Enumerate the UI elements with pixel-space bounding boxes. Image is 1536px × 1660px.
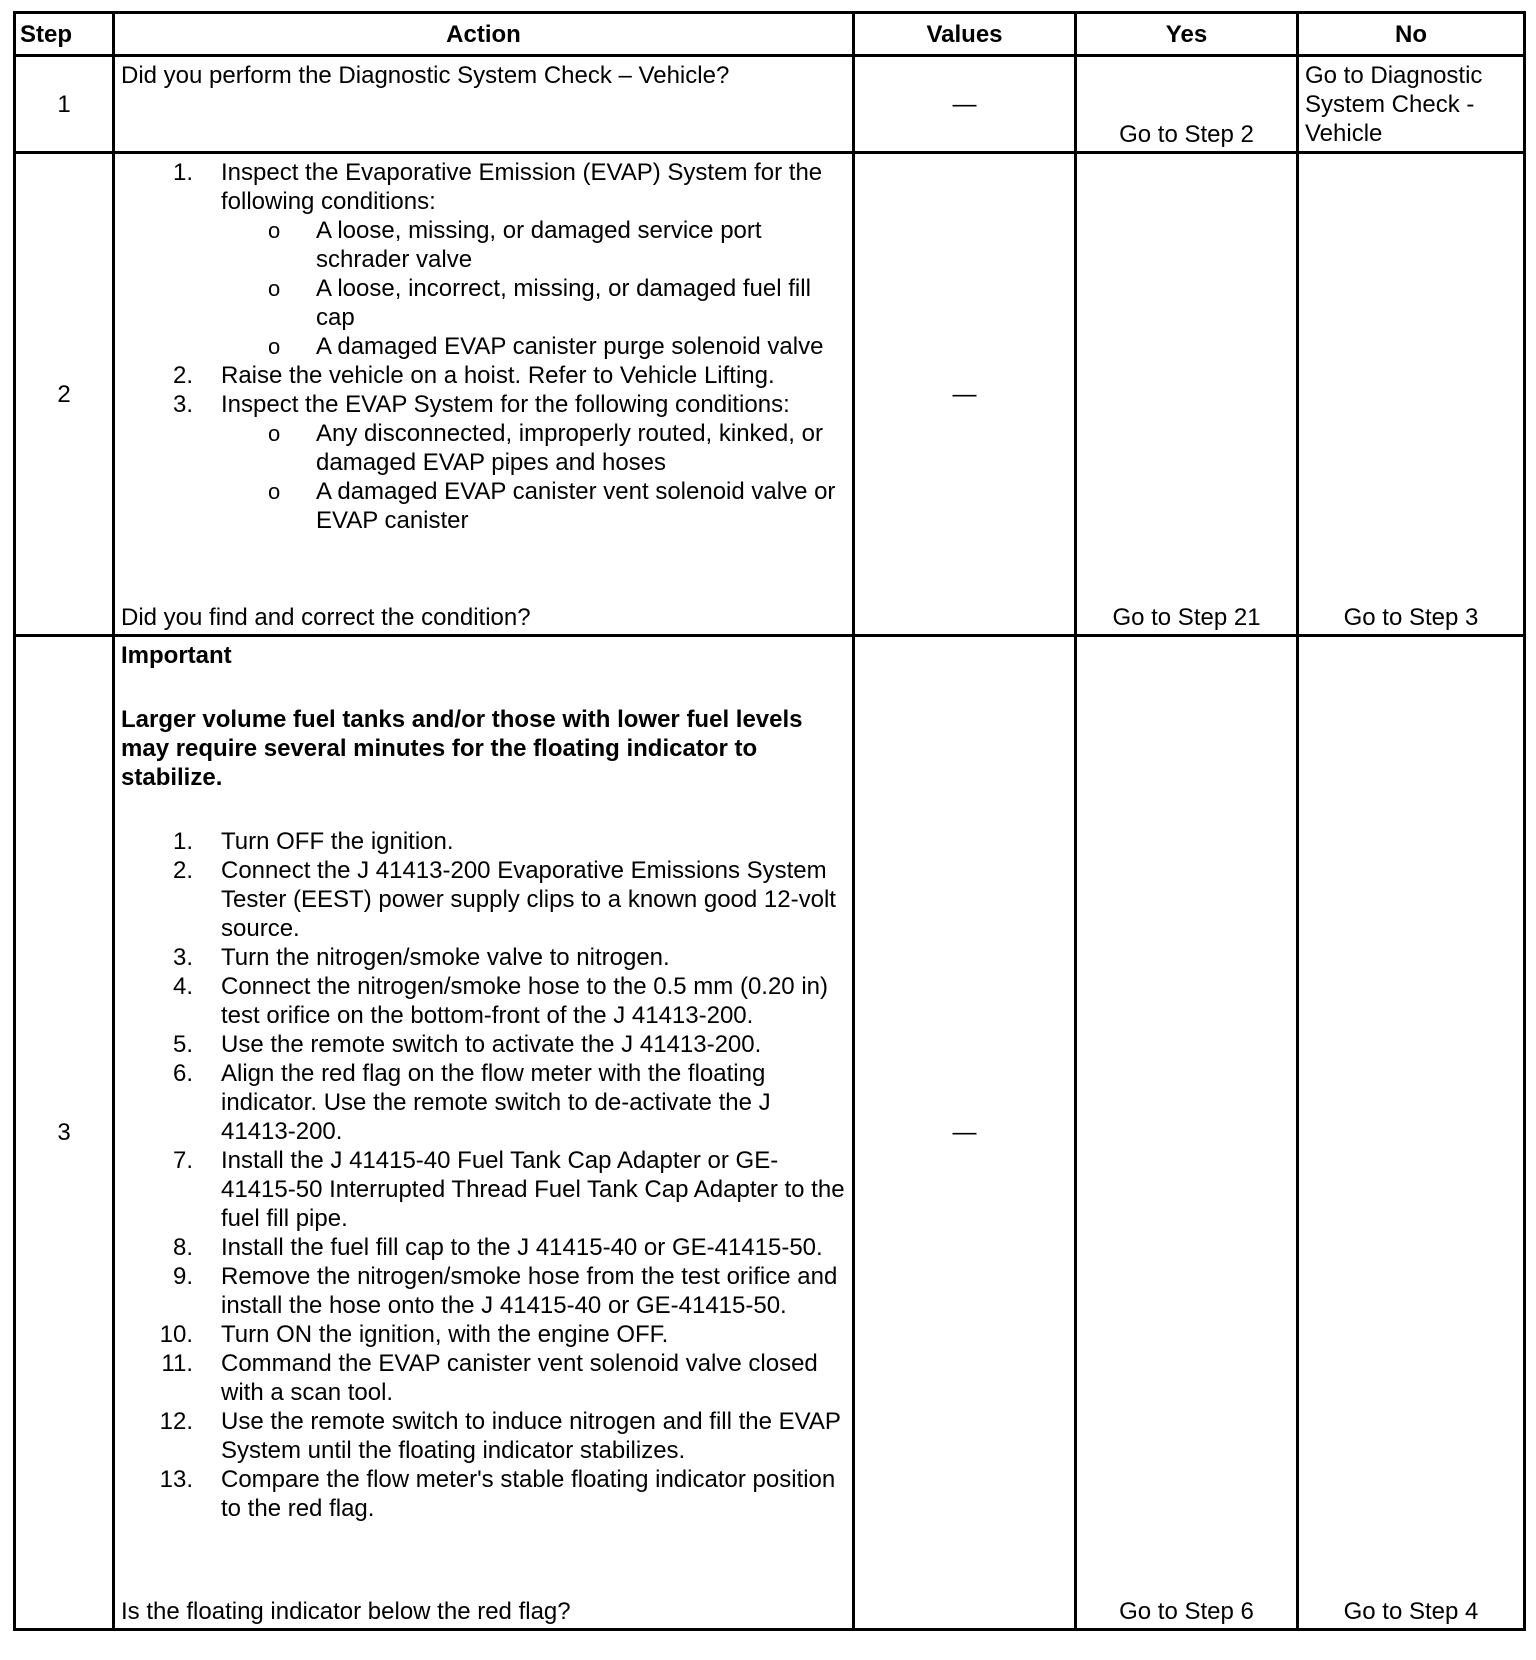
step-number: 3 xyxy=(15,636,114,1630)
substep-text: A loose, incorrect, missing, or damaged fuel fill cap xyxy=(316,275,811,331)
action-substep xyxy=(121,332,846,361)
header-step: Step xyxy=(15,13,114,56)
substep-text: A loose, missing, or damaged service port schrader valve xyxy=(316,217,762,273)
step-text: Connect the J 41413-200 Evaporative Emissions System Tester (EEST) power supply clips to a known good 12-volt source. xyxy=(221,857,836,942)
header-yes: Yes xyxy=(1076,13,1298,56)
step-number: 1 xyxy=(15,56,114,153)
values-cell: — xyxy=(854,636,1076,1630)
step-index: 11. xyxy=(161,1350,193,1377)
step-index: 6. xyxy=(172,1060,193,1087)
step-index: 2. xyxy=(172,362,193,389)
bullet-icon: o xyxy=(268,479,281,504)
step-index: 9. xyxy=(172,1263,193,1290)
action-substep xyxy=(121,274,846,332)
step-text: Remove the nitrogen/smoke hose from the test orifice and install the hose onto the J 41415-40 or GE-41415-50. xyxy=(221,1263,838,1319)
yes-link[interactable]: Go to Step 21 xyxy=(1112,604,1261,631)
step-text: Inspect the EVAP System for the following conditions: xyxy=(221,391,790,418)
step-text: Turn the nitrogen/smoke valve to nitrogen. xyxy=(221,944,670,971)
action-step xyxy=(121,1262,846,1320)
yes-link[interactable]: Go to Step 6 xyxy=(1119,1598,1254,1625)
important-title: Important xyxy=(121,642,232,669)
step-index: 4. xyxy=(172,973,193,1000)
values-cell: — xyxy=(854,56,1076,153)
step-text: Command the EVAP canister vent solenoid valve closed with a scan tool. xyxy=(221,1350,818,1406)
action-step xyxy=(121,1030,846,1059)
step-number: 2 xyxy=(15,153,114,636)
step-text: Inspect the Evaporative Emission (EVAP) System for the following conditions: xyxy=(221,159,823,215)
action-step xyxy=(121,1233,846,1262)
table-row xyxy=(15,56,1525,153)
step-text: Raise the vehicle on a hoist. Refer to Vehicle Lifting. xyxy=(221,362,775,389)
action-step xyxy=(121,1320,846,1349)
question-text: Did you perform the Diagnostic System Check – Vehicle? xyxy=(121,62,730,89)
header-row xyxy=(15,13,1525,56)
step-index: 13. xyxy=(159,1466,193,1493)
action-cell xyxy=(114,153,854,636)
table-row xyxy=(15,636,1525,1630)
header-values: Values xyxy=(854,13,1076,56)
yes-cell xyxy=(1076,153,1298,636)
action-step xyxy=(121,361,846,390)
action-step xyxy=(121,1407,846,1465)
diagnostic-table xyxy=(13,11,1526,1631)
substep-item xyxy=(121,216,846,274)
bullet-icon: o xyxy=(268,421,281,446)
header-action: Action xyxy=(114,13,854,56)
table-row xyxy=(15,153,1525,636)
yes-cell xyxy=(1076,636,1298,1630)
substep-text: A damaged EVAP canister purge solenoid valve xyxy=(316,333,824,360)
header-no: No xyxy=(1298,13,1525,56)
step-index: 10. xyxy=(159,1321,193,1348)
yes-cell xyxy=(1076,56,1298,153)
substep-item xyxy=(121,332,846,361)
step-text: Turn ON the ignition, with the engine OFF. xyxy=(221,1321,669,1348)
no-cell xyxy=(1298,56,1525,153)
action-cell xyxy=(114,636,854,1630)
step-index: 5. xyxy=(172,1031,193,1058)
action-steps-list xyxy=(121,827,846,1523)
action-step xyxy=(121,390,846,419)
substep-text: Any disconnected, improperly routed, kinked, or damaged EVAP pipes and hoses xyxy=(316,420,823,476)
no-link[interactable]: Go to Diagnostic System Check - Vehicle xyxy=(1305,62,1483,147)
bullet-icon: o xyxy=(268,334,281,359)
yes-link[interactable]: Go to Step 2 xyxy=(1119,121,1254,148)
step-index: 2. xyxy=(172,857,193,884)
substep-text: A damaged EVAP canister vent solenoid valve or EVAP canister xyxy=(316,478,836,534)
substep-item xyxy=(121,477,846,535)
bullet-icon: o xyxy=(268,218,281,243)
no-cell xyxy=(1298,636,1525,1630)
action-steps-list xyxy=(121,158,846,535)
step-index: 1. xyxy=(172,828,193,855)
action-step xyxy=(121,1059,846,1146)
action-step xyxy=(121,972,846,1030)
step-text: Compare the flow meter's stable floating indicator position to the red flag. xyxy=(221,1466,836,1522)
step-index: 12. xyxy=(159,1408,193,1435)
values-cell: — xyxy=(854,153,1076,636)
step-text: Use the remote switch to activate the J 41413-200. xyxy=(221,1031,762,1058)
action-step xyxy=(121,1146,846,1233)
action-step xyxy=(121,943,846,972)
no-cell xyxy=(1298,153,1525,636)
action-step xyxy=(121,1349,846,1407)
step-text: Turn OFF the ignition. xyxy=(221,828,454,855)
step-index: 3. xyxy=(172,944,193,971)
bullet-icon: o xyxy=(268,276,281,301)
action-step xyxy=(121,827,846,856)
action-substep xyxy=(121,477,846,535)
action-step xyxy=(121,856,846,943)
question-text: Is the floating indicator below the red flag? xyxy=(121,1598,571,1625)
action-step xyxy=(121,158,846,216)
important-note: Larger volume fuel tanks and/or those with lower fuel levels may require several minutes for the floating indicator to stabilize. xyxy=(121,706,803,791)
step-index: 8. xyxy=(172,1234,193,1261)
no-link[interactable]: Go to Step 4 xyxy=(1343,1598,1479,1625)
no-link[interactable]: Go to Step 3 xyxy=(1343,604,1479,631)
substep-item xyxy=(121,274,846,332)
action-substep xyxy=(121,419,846,477)
step-text: Use the remote switch to induce nitrogen and fill the EVAP System until the floating indicator stabilizes. xyxy=(221,1408,841,1464)
question-text: Did you find and correct the condition? xyxy=(121,604,531,631)
action-step xyxy=(121,1465,846,1523)
substep-item xyxy=(121,419,846,477)
step-index: 1. xyxy=(172,159,193,186)
step-index: 3. xyxy=(172,391,193,418)
step-text: Connect the nitrogen/smoke hose to the 0.5 mm (0.20 in) test orifice on the bottom-front of the J 41413-200. xyxy=(221,973,828,1029)
step-index: 7. xyxy=(172,1147,193,1174)
step-text: Align the red flag on the flow meter with the floating indicator. Use the remote switch to de-activate the J 41413-200. xyxy=(221,1060,771,1145)
action-cell xyxy=(114,56,854,153)
action-substep xyxy=(121,216,846,274)
step-text: Install the fuel fill cap to the J 41415-40 or GE-41415-50. xyxy=(221,1234,823,1261)
step-text: Install the J 41415-40 Fuel Tank Cap Adapter or GE-41415-50 Interrupted Thread Fuel Tank Cap Adapter to the fuel fill pipe. xyxy=(221,1147,845,1232)
